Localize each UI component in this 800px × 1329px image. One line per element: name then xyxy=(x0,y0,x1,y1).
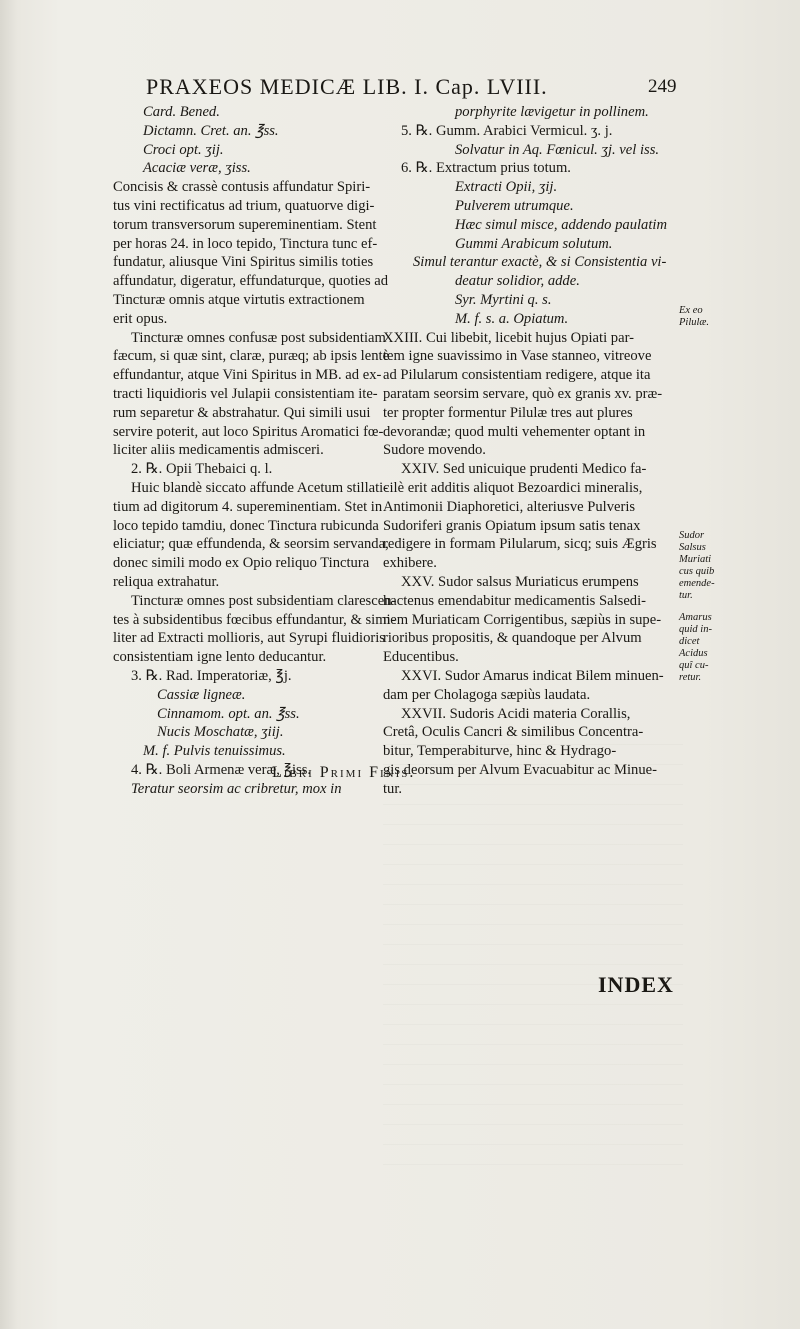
text-line: Extracti Opii, ʒij. xyxy=(455,179,558,196)
page-number: 249 xyxy=(648,76,677,97)
text-line: exhibere. xyxy=(383,555,437,572)
book-end-title: Libri Primi Finis. xyxy=(272,764,416,781)
show-through-bleed xyxy=(383,725,683,1165)
text-line: loco tepido tamdiu, donec Tinctura rubicunda xyxy=(113,517,379,534)
text-line: liciter aliis medicamentis admisceri. xyxy=(113,442,324,459)
text-line: Sudore movendo. xyxy=(383,442,486,459)
margin-note-line: emende- xyxy=(679,578,715,589)
text-line: cilè erit additis aliquot Bezoardici mineralis, xyxy=(383,479,643,496)
running-title: PRAXEOS MEDICÆ LIB. I. Cap. LVIII. xyxy=(146,74,548,99)
text-line: Educentibus. xyxy=(383,649,459,666)
text-line: torum transversorum supereminentiam. Stent xyxy=(113,216,377,233)
margin-note-line: Salsus xyxy=(679,542,706,553)
text-line: M. f. Pulvis tenuissimus. xyxy=(143,743,286,760)
text-line: nem Muriaticam Corrigentibus, sæpiùs in supe- xyxy=(383,611,662,628)
margin-note-line: quid in- xyxy=(679,624,712,635)
text-line: effundantur, atque Vini Spiritus in MB. ad ex- xyxy=(113,367,382,384)
text-line: ter propter formentur Pilulæ tres aut plures xyxy=(383,404,633,421)
text-line: erit opus. xyxy=(113,310,168,327)
text-line: Sudoriferi granis Opiatum ipsum satis tenax xyxy=(383,517,641,534)
text-line: bitur, Temperabiturve, hinc & Hydrago- xyxy=(383,743,617,760)
margin-note-line: cus quib xyxy=(679,566,715,577)
text-line: XXIII. Cui libebit, licebit hujus Opiati par- xyxy=(383,329,634,346)
text-line: 4. ℞. Boli Armenæ veræ, ℥iss. xyxy=(131,761,312,778)
text-line: donec simili modo ex Opio reliquo Tinctura xyxy=(113,555,370,572)
margin-note-sudor-salsus xyxy=(679,530,739,602)
text-line: Pulverem utrumque. xyxy=(455,197,574,214)
page-header xyxy=(120,70,680,104)
left-text-column xyxy=(113,103,397,798)
text-line: rum separetur & abstrahatur. Qui simili usui xyxy=(113,404,371,421)
text-line: Nucis Moschatæ, ʒiij. xyxy=(157,724,284,741)
text-line: Croci opt. ʒij. xyxy=(143,141,224,158)
text-line: fundatur, aliusque Vini Spiritus similis toties xyxy=(113,254,374,271)
text-line: Cassiæ ligneæ. xyxy=(157,686,246,703)
text-line: 5. ℞. Gumm. Arabici Vermicul. ʒ. j. xyxy=(401,122,613,139)
text-line: Teratur seorsim ac cribretur, mox in xyxy=(131,780,342,797)
text-line: XXVI. Sudor Amarus indicat Bilem minuen- xyxy=(401,667,664,684)
margin-note-line: Amarus xyxy=(679,612,712,623)
text-line: Cretâ, Oculis Cancri & similibus Concentra- xyxy=(383,724,644,741)
text-line: Antimonii Diaphoretici, alteriusve Pulveris xyxy=(383,498,636,515)
text-line: liter ad Extracti mollioris, aut Syrupi fluidioris xyxy=(113,630,385,647)
margin-note-line: Acidus xyxy=(679,648,708,659)
catchword: INDEX xyxy=(598,972,674,997)
text-line: per horas 24. in loco tepido, Tinctura tunc ef- xyxy=(113,235,378,252)
text-line: XXVII. Sudoris Acidi materia Corallis, xyxy=(401,705,631,722)
text-line: Solvatur in Aq. Fœnicul. ʒj. vel iss. xyxy=(455,141,660,158)
text-line: deatur solidior, adde. xyxy=(455,273,580,290)
text-line: Tincturæ omnes confusæ post subsidentiam xyxy=(131,329,386,346)
text-line: hactenus emendabitur medicamentis Salsedi- xyxy=(383,592,647,609)
text-line: tracti liquidioris vel Julapii consistentiam ite- xyxy=(113,385,378,402)
margin-note-line: tur. xyxy=(679,590,693,601)
text-line: 6. ℞. Extractum prius totum. xyxy=(401,160,571,177)
text-line: ad Pilularum consistentiam redigere, atque ita xyxy=(383,367,651,384)
text-line: Concisis & crassè contusis affundatur Spiri- xyxy=(113,179,371,196)
text-line: Syr. Myrtini q. s. xyxy=(455,291,552,308)
margin-note-pilulae xyxy=(679,305,739,329)
text-line: gis deorsum per Alvum Evacuabitur ac Minue- xyxy=(383,761,657,778)
text-line: servire poterit, aut loco Spiritus Aromatici fœ- xyxy=(113,423,384,440)
text-line: Gummi Arabicum solutum. xyxy=(455,235,613,252)
text-line: affundatur, digeratur, effundaturque, quoties ad xyxy=(113,273,389,290)
margin-note-line: Ex eo xyxy=(679,305,703,316)
text-line: M. f. s. a. Opiatum. xyxy=(455,310,569,327)
text-line: 3. ℞. Rad. Imperatoriæ, ℥j. xyxy=(131,667,292,684)
text-line: tium ad digitorum 4. supereminentiam. Stet in xyxy=(113,498,383,515)
margin-note-line: retur. xyxy=(679,672,702,683)
text-line: redigere in formam Pilularum, sicq; suis Ægris xyxy=(383,536,657,553)
text-line: Cinnamom. opt. an. ℥ss. xyxy=(157,705,300,722)
text-line: tes à subsidentibus fœcibus effundantur, & simi- xyxy=(113,611,396,628)
text-line: 2. ℞. Opii Thebaici q. l. xyxy=(131,461,273,478)
text-line: XXIV. Sed unicuique prudenti Medico fa- xyxy=(401,461,647,478)
margin-note-line: Sudor xyxy=(679,530,705,541)
margin-note-line: Pilulæ. xyxy=(679,317,710,328)
text-line: Hæc simul misce, addendo paulatim xyxy=(455,216,667,233)
text-line: Simul terantur exactè, & si Consistentia vi- xyxy=(413,254,667,271)
text-line: fæcum, si quæ sint, claræ, puræq; ab ipsis lentè xyxy=(113,348,390,365)
text-line: reliqua extrahatur. xyxy=(113,573,220,590)
text-line: paratam seorsim servare, quò ex granis xv. præ- xyxy=(383,385,663,402)
text-line: tur. xyxy=(383,780,403,797)
text-line: Tincturæ omnes post subsidentiam clarescen- xyxy=(131,592,397,609)
text-line: porphyrite lævigetur in pollinem. xyxy=(455,104,649,120)
margin-note-line: dicet xyxy=(679,636,700,647)
text-line: XXV. Sudor salsus Muriaticus erumpens xyxy=(401,573,639,590)
text-line: dam per Cholagoga sæpiùs laudata. xyxy=(383,686,591,703)
text-line: Huic blandè siccato affunde Acetum stillati- xyxy=(131,479,389,496)
text-line: rioribus propositis, & quandoque per Alvum xyxy=(383,630,642,647)
margin-note-line: quî cu- xyxy=(679,660,709,671)
text-line: consistentiam igne lento deducantur. xyxy=(113,649,327,666)
right-text-column xyxy=(383,103,675,798)
margin-note-amarus-acidus xyxy=(679,612,739,684)
text-line: Tincturæ omnis atque virtutis extractionem xyxy=(113,291,365,308)
text-line: Dictamn. Cret. an. ℥ss. xyxy=(143,122,279,139)
text-line: Acaciæ veræ, ʒiss. xyxy=(143,160,251,177)
text-line: tus vini rectificatus ad trium, quatuorve digi- xyxy=(113,197,375,214)
text-line: Card. Bened. xyxy=(143,104,220,120)
text-line: devorandæ; quod multi vehementer optant in xyxy=(383,423,646,440)
text-line: tem igne suavissimo in Vase stanneo, vitreove xyxy=(383,348,652,365)
margin-note-line: Muriati xyxy=(679,554,712,565)
text-line: eliciatur; quæ effundenda, & seorsim servanda, xyxy=(113,536,389,553)
